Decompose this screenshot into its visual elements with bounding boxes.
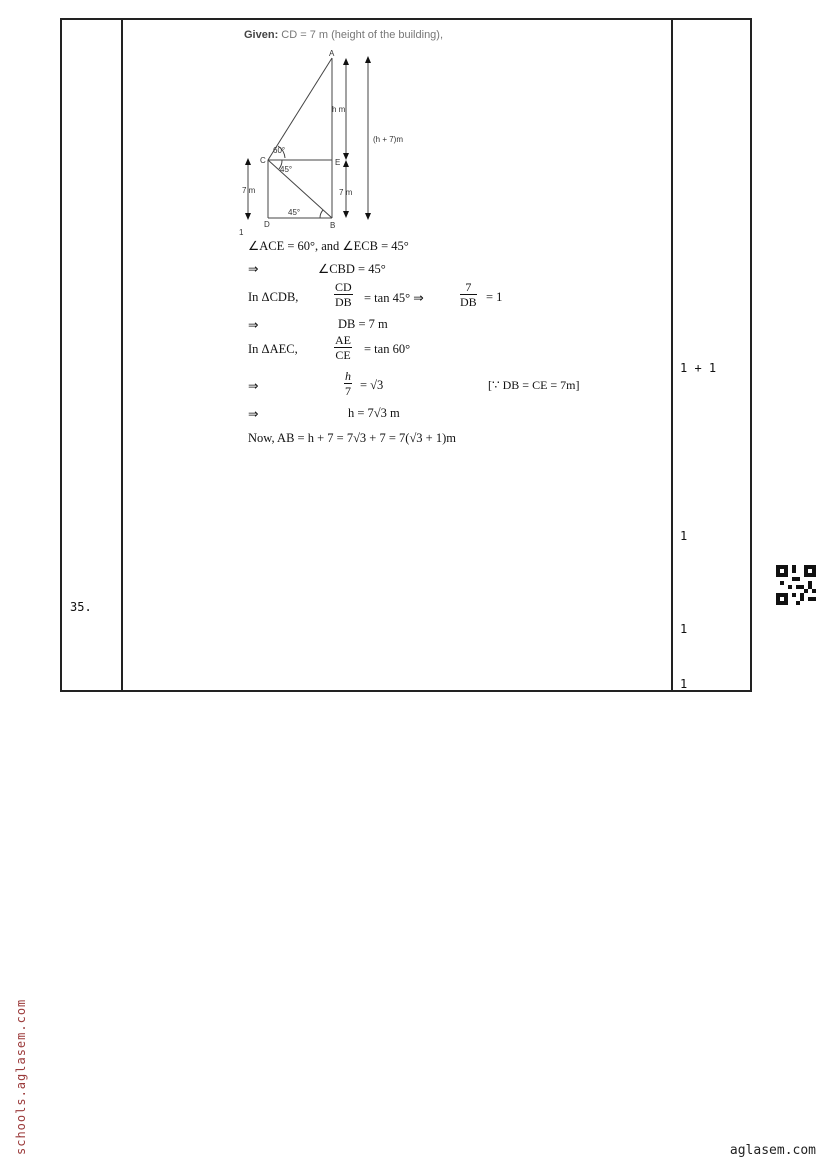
solution-line-3-end: = 1	[486, 290, 503, 304]
solution-line-6-reason: [∵ DB = CE = 7m]	[488, 378, 580, 392]
fraction-7-db: $\frac{7}{DB}$	[460, 280, 477, 309]
solution-line-7-arrow: ⇒	[248, 407, 259, 421]
solution-line-2-arrow: ⇒	[248, 262, 259, 276]
mark-4: 1	[680, 677, 688, 691]
solution-line-4: DB = 7 m	[338, 317, 388, 331]
fraction-h-7: $\frac{h}{7}$	[345, 369, 351, 398]
angle-45-bottom-label: 45°	[288, 208, 301, 217]
solution-line-5-prefix: In ΔAEC,	[248, 342, 298, 356]
side-watermark: schools.aglasem.com	[14, 998, 28, 1155]
solution-line-7: h = 7√3 m	[348, 406, 400, 420]
7m-left-label: 7 m	[242, 186, 256, 195]
figure-mark-1: 1	[239, 228, 244, 236]
solution-line-1: ∠ACE = 60°, and ∠ECB = 45°	[248, 239, 409, 253]
fraction-ae-ce: $\frac{AE}{CE}$	[335, 333, 351, 362]
fraction-cd-db: $\frac{CD}{DB}$	[335, 280, 352, 309]
column-divider-1	[121, 20, 123, 690]
h-label: h m	[332, 105, 346, 114]
7m-right-label: 7 m	[339, 188, 353, 197]
point-a-label: A	[329, 50, 335, 58]
solution-line-3-rest: = tan 45° ⇒	[364, 291, 424, 305]
angle-45-top-label: 45°	[280, 165, 293, 174]
question-number: 35.	[70, 600, 92, 614]
solution-line-6-arrow: ⇒	[248, 379, 259, 393]
given-statement: Given: CD = 7 m (height of the building),	[244, 29, 444, 41]
line-ca	[268, 58, 332, 160]
solution-line-5-rest: = tan 60°	[364, 342, 411, 356]
solution-line-2: ∠CBD = 45°	[318, 262, 386, 276]
solution-line-6-rest: = √3	[360, 378, 384, 392]
height-distance-figure	[230, 50, 470, 236]
point-c-label: C	[260, 156, 266, 165]
footer-site-label: aglasem.com	[729, 1143, 816, 1158]
mark-1: 1 + 1	[680, 361, 717, 375]
solution-line-4-arrow: ⇒	[248, 318, 259, 332]
qr-code-icon	[776, 565, 816, 605]
marking-scheme-table	[60, 18, 752, 692]
angle-60-label: 60°	[273, 146, 286, 155]
mark-3: 1	[680, 622, 688, 636]
mark-2: 1	[680, 529, 688, 543]
point-d-label: D	[264, 220, 270, 229]
point-b-label: B	[330, 221, 336, 230]
column-divider-2	[671, 20, 673, 690]
angle-arc-45-bottom	[320, 210, 323, 218]
point-e-label: E	[335, 158, 341, 167]
solution-line-3-prefix: In ΔCDB,	[248, 290, 299, 304]
solution-line-8: Now, AB = h + 7 = 7√3 + 7 = 7(√3 + 1)m	[248, 431, 456, 445]
h7-label: (h + 7)m	[373, 135, 404, 144]
